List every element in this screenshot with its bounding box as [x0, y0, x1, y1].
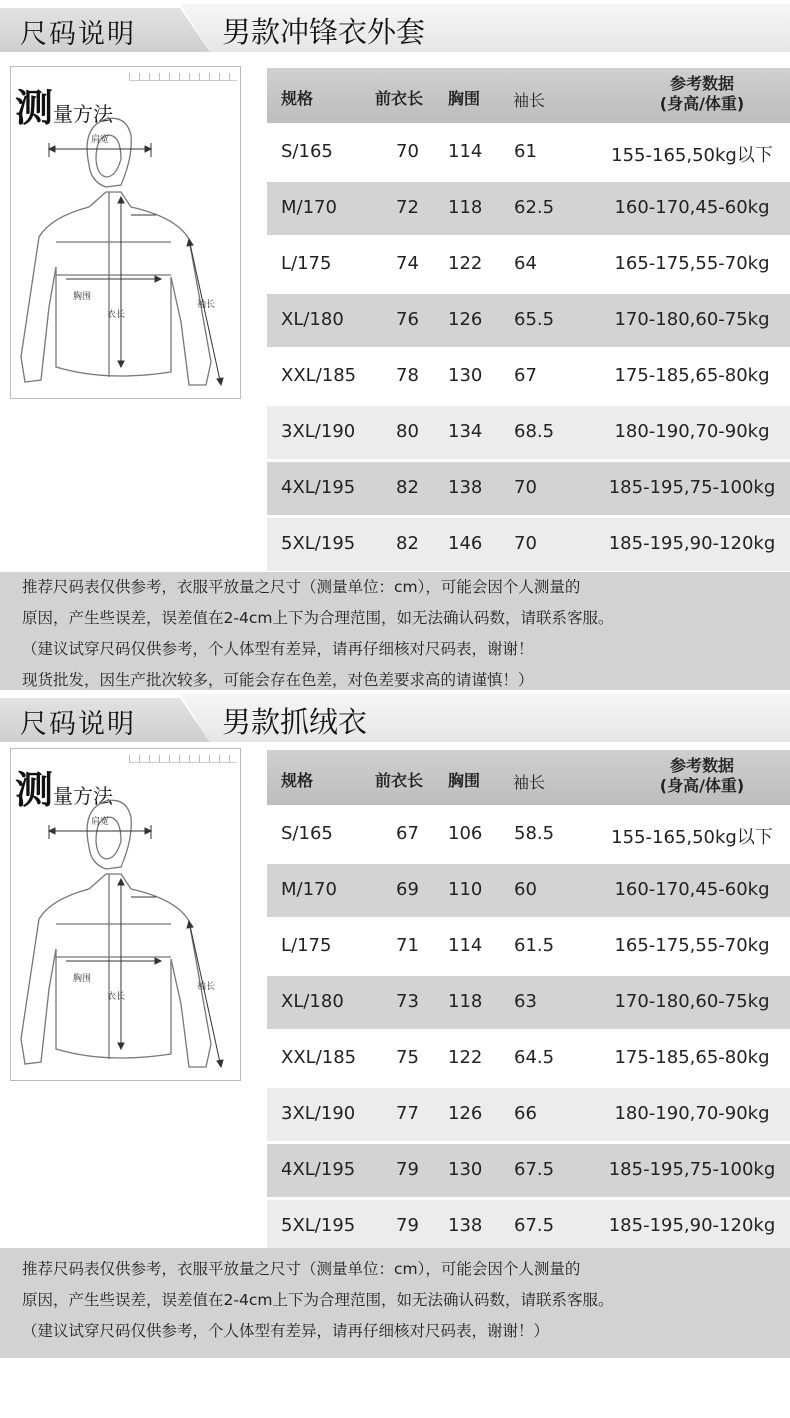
label-sleeve: 袖长	[197, 300, 216, 310]
col-ref-line1: 参考数据	[669, 756, 734, 775]
col-length: 前衣长	[375, 89, 424, 108]
cell-length: 76	[396, 309, 419, 330]
cell-chest: 130	[448, 1159, 483, 1180]
cell-reference: 165-175,55-70kg	[614, 935, 770, 956]
cell-spec: M/170	[281, 197, 337, 218]
cell-reference: 175-185,65-80kg	[614, 365, 770, 386]
cell-reference: 175-185,65-80kg	[614, 1047, 770, 1068]
cell-length: 75	[396, 1047, 419, 1068]
note-line: 推荐尺码表仅供参考，衣服平放量之尺寸（测量单位：cm），可能会因个人测量的	[22, 578, 581, 596]
col-spec: 规格	[281, 89, 314, 108]
table-row	[267, 1200, 790, 1253]
size-note	[0, 572, 790, 690]
cell-chest: 126	[448, 1103, 483, 1124]
cell-sleeve: 64	[514, 253, 537, 274]
col-ref-line1: 参考数据	[669, 74, 734, 93]
size-section-fleece	[0, 690, 790, 1418]
cell-chest: 114	[448, 935, 483, 956]
col-chest: 胸围	[448, 771, 481, 790]
cell-sleeve: 61.5	[514, 935, 555, 956]
cell-spec: L/175	[281, 935, 332, 956]
cell-spec: XXL/185	[281, 1047, 357, 1068]
diagram-title-rest: 量方法	[53, 784, 114, 808]
cell-length: 79	[396, 1215, 419, 1236]
cell-chest: 146	[448, 533, 483, 554]
cell-chest: 110	[448, 879, 483, 900]
cell-chest: 114	[448, 141, 483, 162]
cell-length: 70	[396, 141, 419, 162]
col-spec: 规格	[281, 771, 314, 790]
cell-spec: M/170	[281, 879, 337, 900]
cell-length: 74	[396, 253, 419, 274]
product-title: 男款抓绒衣	[222, 705, 368, 739]
cell-sleeve: 61	[514, 141, 537, 162]
cell-length: 78	[396, 365, 419, 386]
cell-length: 79	[396, 1159, 419, 1180]
cell-spec: 4XL/195	[281, 1159, 356, 1180]
col-chest: 胸围	[448, 89, 481, 108]
note-line: 原因，产生些误差，误差值在2-4cm上下为合理范围，如无法确认码数，请联系客服。	[22, 1291, 614, 1309]
cell-reference: 185-195,75-100kg	[608, 477, 776, 498]
cell-length: 82	[396, 533, 419, 554]
table-row	[267, 406, 790, 459]
cell-spec: XL/180	[281, 309, 344, 330]
cell-chest: 130	[448, 365, 483, 386]
cell-spec: XL/180	[281, 991, 344, 1012]
cell-chest: 122	[448, 253, 483, 274]
table-row	[267, 294, 790, 347]
cell-reference: 180-190,70-90kg	[614, 1103, 770, 1124]
cell-length: 80	[396, 421, 419, 442]
cell-spec: 5XL/195	[281, 1215, 356, 1236]
table-row	[267, 808, 790, 861]
cell-length: 72	[396, 197, 419, 218]
cell-length: 69	[396, 879, 419, 900]
cell-chest: 106	[448, 823, 483, 844]
note-line: 推荐尺码表仅供参考，衣服平放量之尺寸（测量单位：cm），可能会因个人测量的	[22, 1260, 581, 1278]
cell-length: 77	[396, 1103, 419, 1124]
table-row	[267, 1088, 790, 1141]
table-row	[267, 518, 790, 571]
size-guide-label: 尺码说明	[20, 19, 136, 50]
size-table	[267, 750, 790, 1253]
col-ref-line2: (身高/体重)	[659, 776, 745, 795]
note-line: （建议试穿尺码仅供参考，个人体型有差异，请再仔细核对尺码表，谢谢！）	[22, 1322, 550, 1340]
cell-spec: XXL/185	[281, 365, 357, 386]
cell-reference: 170-180,60-75kg	[614, 991, 770, 1012]
table-row	[267, 462, 790, 515]
cell-sleeve: 67.5	[514, 1159, 555, 1180]
cell-length: 71	[396, 935, 419, 956]
cell-sleeve: 70	[514, 533, 537, 554]
size-section-jacket	[0, 0, 790, 690]
cell-chest: 134	[448, 421, 483, 442]
cell-reference: 185-195,90-120kg	[608, 533, 776, 554]
cell-spec: 5XL/195	[281, 533, 356, 554]
table-header	[267, 68, 790, 123]
label-sleeve: 袖长	[197, 982, 216, 992]
cell-chest: 126	[448, 309, 483, 330]
cell-chest: 122	[448, 1047, 483, 1068]
label-chest: 胸围	[73, 974, 92, 984]
cell-reference: 185-195,75-100kg	[608, 1159, 776, 1180]
cell-spec: S/165	[281, 823, 333, 844]
measurement-diagram	[10, 748, 241, 1081]
cell-sleeve: 64.5	[514, 1047, 555, 1068]
diagram-title-big: 测	[15, 768, 54, 812]
measurement-diagram	[10, 66, 241, 399]
size-note	[0, 1248, 790, 1358]
cell-chest: 138	[448, 1215, 483, 1236]
cell-reference: 155-165,50kg以下	[611, 145, 773, 166]
table-row	[267, 864, 790, 917]
col-sleeve: 袖长	[513, 773, 546, 792]
cell-sleeve: 63	[514, 991, 537, 1012]
cell-sleeve: 58.5	[514, 823, 555, 844]
cell-sleeve: 70	[514, 477, 537, 498]
product-title: 男款冲锋衣外套	[222, 15, 426, 49]
diagram-title-big: 测	[15, 86, 54, 130]
cell-sleeve: 62.5	[514, 197, 555, 218]
cell-spec: 3XL/190	[281, 421, 356, 442]
table-row	[267, 238, 790, 291]
cell-sleeve: 67.5	[514, 1215, 555, 1236]
cell-reference: 160-170,45-60kg	[614, 879, 770, 900]
cell-reference: 165-175,55-70kg	[614, 253, 770, 274]
cell-sleeve: 66	[514, 1103, 537, 1124]
note-line: 现货批发，因生产批次较多，可能会存在色差，对色差要求高的请谨慎！）	[22, 671, 534, 689]
col-reference	[627, 756, 777, 796]
cell-reference: 170-180,60-75kg	[614, 309, 770, 330]
col-reference	[627, 74, 777, 114]
cell-length: 82	[396, 477, 419, 498]
cell-reference: 185-195,90-120kg	[608, 1215, 776, 1236]
cell-spec: L/175	[281, 253, 332, 274]
cell-spec: 3XL/190	[281, 1103, 356, 1124]
section-header	[0, 690, 790, 742]
table-row	[267, 182, 790, 235]
cell-chest: 118	[448, 197, 483, 218]
table-row	[267, 350, 790, 403]
table-row	[267, 1032, 790, 1085]
cell-sleeve: 65.5	[514, 309, 555, 330]
cell-chest: 138	[448, 477, 483, 498]
note-line: 原因，产生些误差，误差值在2-4cm上下为合理范围，如无法确认码数，请联系客服。	[22, 609, 614, 627]
cell-reference: 160-170,45-60kg	[614, 197, 770, 218]
label-shoulder: 肩宽	[91, 135, 110, 145]
col-ref-line2: (身高/体重)	[659, 94, 745, 113]
jacket-outline-icon	[11, 749, 242, 1082]
diagram-title-rest: 量方法	[53, 102, 114, 126]
note-line: （建议试穿尺码仅供参考，个人体型有差异，请再仔细核对尺码表，谢谢！	[22, 640, 534, 658]
cell-spec: S/165	[281, 141, 333, 162]
label-chest: 胸围	[73, 292, 92, 302]
cell-chest: 118	[448, 991, 483, 1012]
cell-length: 67	[396, 823, 419, 844]
cell-reference: 155-165,50kg以下	[611, 827, 773, 848]
label-length	[107, 308, 125, 320]
size-table	[267, 68, 790, 571]
cell-sleeve: 68.5	[514, 421, 555, 442]
label-length: 衣长	[107, 992, 126, 1002]
label-length-text: 衣长	[107, 310, 126, 320]
size-guide-label: 尺码说明	[20, 709, 136, 740]
table-row	[267, 920, 790, 973]
cell-length: 73	[396, 991, 419, 1012]
table-row	[267, 126, 790, 179]
table-header	[267, 750, 790, 805]
cell-spec: 4XL/195	[281, 477, 356, 498]
col-length: 前衣长	[375, 771, 424, 790]
cell-sleeve: 67	[514, 365, 537, 386]
cell-sleeve: 60	[514, 879, 537, 900]
cell-reference: 180-190,70-90kg	[614, 421, 770, 442]
label-shoulder: 肩宽	[91, 817, 110, 827]
jacket-outline-icon	[11, 67, 242, 400]
table-row	[267, 976, 790, 1029]
table-row	[267, 1144, 790, 1197]
col-sleeve: 袖长	[513, 91, 546, 110]
section-header	[0, 0, 790, 52]
